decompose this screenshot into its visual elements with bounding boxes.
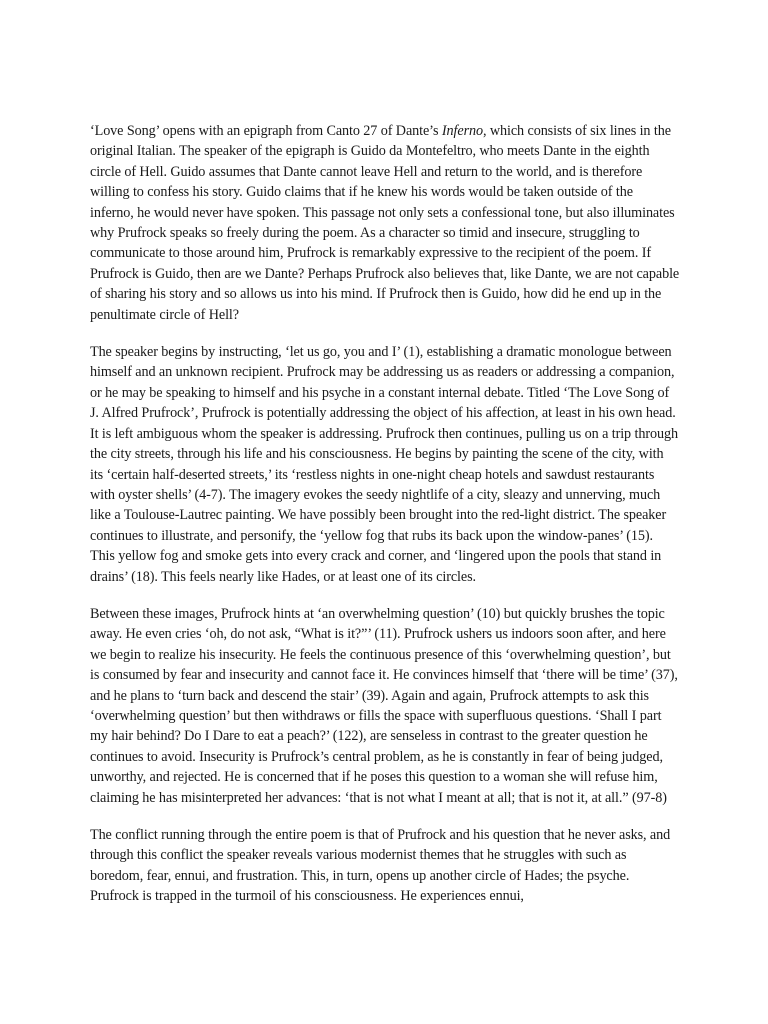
document-page bbox=[90, 121, 680, 924]
paragraph-epigraph bbox=[90, 121, 680, 325]
paragraph-1-text-start: ‘Love Song’ opens with an epigraph from Canto 27 of Dante’s bbox=[90, 123, 442, 139]
paragraph-1-text-end: , which consists of six lines in the original Italian. The speaker of the epigraph is Guido da Montefeltro, who meets Dante in the eighth circle of Hell. Guido assumes that Dante cannot leave Hell and return to the world, and is therefore willing to confess his story. Guido claims that if he knew his words would be taken outside of the inferno, he would never have spoken. This passage not only sets a confessional tone, but also illuminates why Prufrock speaks so freely during the poem. As a character so timid and insecure, struggling to communicate to those around him, Prufrock is remarkably expressive to the recipient of the poem. If Prufrock is Guido, then are we Dante? Perhaps Prufrock also believes that, like Dante, we are not capable of sharing his story and so allows us into his mind. If Prufrock then is Guido, how did he end up in the penultimate circle of Hell? bbox=[90, 123, 680, 323]
inferno-title: Inferno bbox=[441, 123, 483, 139]
paragraph-speaker-instruction: The speaker begins by instructing, ‘let us go, you and I’ (1), establishing a dramatic monologue between himself and an unknown recipient. Prufrock may be addressing us as readers or addressing a companion, or he may be speaking to himself and his psyche in a constant internal debate. Titled ‘The Love Song of J. Alfred Prufrock’, Prufrock is potentially addressing the object of his affection, at least in his own head. It is left ambiguous whom the speaker is addressing. Prufrock then continues, pulling us on a trip through the city streets, through his life and his consciousness. He begins by painting the scene of the city, with its ‘certain half-deserted streets,’ its ‘restless nights in one-night cheap hotels and sawdust restaurants with oyster shells’ (4-7). The imagery evokes the seedy nightlife of a city, sleazy and unnerving, much like a Toulouse-Lautrec painting. We have possibly been brought into the red-light district. The speaker continues to illustrate, and personify, the ‘yellow fog that rubs its back upon the window-panes’ (15). This yellow fog and smoke gets into every crack and corner, and ‘lingered upon the pools that stand in drains’ (18). This feels nearly like Hades, or at least one of its circles. bbox=[90, 344, 678, 585]
paragraph-overwhelming-question: Between these images, Prufrock hints at ‘an overwhelming question’ (10) but quickly brushes the topic away. He even cries ‘oh, do not ask, “What is it?”’ (11). Prufrock ushers us indoors soon after, and here we begin to realize his insecurity. He feels the continuous presence of this ‘overwhelming question’, but is consumed by fear and insecurity and cannot face it. He convinces himself that ‘there will be time’ (37), and he plans to ‘turn back and descend the stair’ (39). Again and again, Prufrock attempts to ask this ‘overwhelming question’ but then withdraws or fills the space with superfluous questions. ‘Shall I part my hair behind? Do I Dare to eat a peach?’ (122), are senseless in contrast to the greater question he continues to avoid. Insecurity is Prufrock’s central problem, as he is constantly in fear of being judged, unworthy, and rejected. He is concerned that if he poses this question to a woman she will refuse him, claiming he has misinterpreted her advances: ‘that is not what I meant at all; that is not it, at all.” (97-8) bbox=[90, 605, 678, 806]
paragraph-conflict: The conflict running through the entire poem is that of Prufrock and his question that he never asks, and through this conflict the speaker reveals various modernist themes that he struggles with such as boredom, fear, ennui, and frustration. This, in turn, opens up another circle of Hades; the psyche. Prufrock is trapped in the turmoil of his consciousness. He experiences ennui, bbox=[90, 827, 671, 905]
